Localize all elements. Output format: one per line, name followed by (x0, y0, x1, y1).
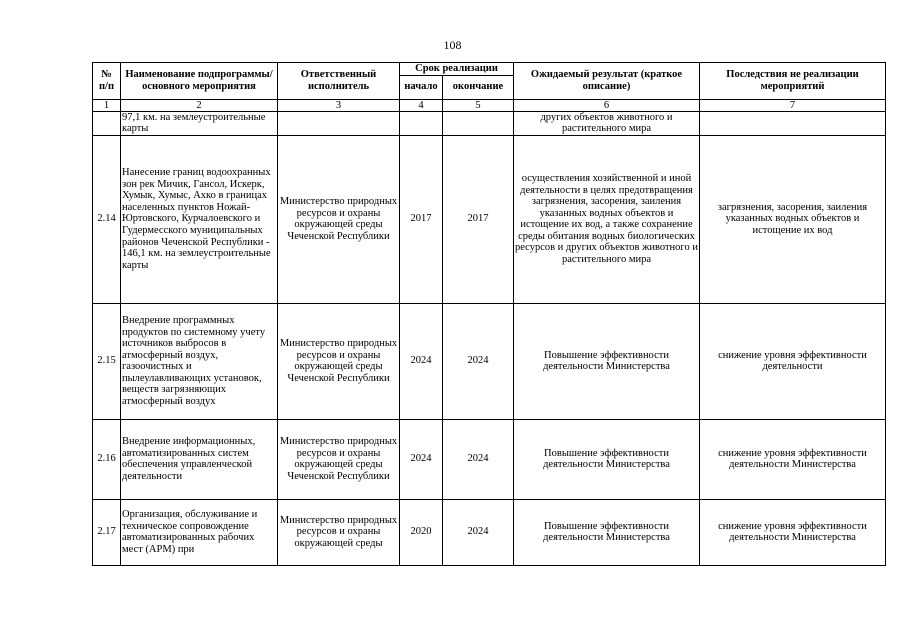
row-result: осуществления хозяйственной и иной деятельности в целях предотвращения загрязнения, засорения, заиления указанных водных объектов и истощение их вод, а также сохранение среды обитания водных биологических ресурсов и других объектов животного и растительного мира (514, 135, 700, 303)
row-name: Внедрение информационных, автоматизированных систем обеспечения управленческой деятельности (121, 419, 278, 499)
table-row (93, 111, 886, 135)
page-number: 108 (443, 38, 462, 52)
column-number: 7 (700, 99, 886, 111)
row-consequences: снижение уровня эффективности деятельности Министерства (700, 499, 886, 565)
row-start: 2024 (400, 303, 443, 419)
row-result: Повышение эффективности деятельности Министерства (514, 419, 700, 499)
row-result: Повышение эффективности деятельности Министерства (514, 499, 700, 565)
row-start (400, 111, 443, 135)
row-end (443, 111, 514, 135)
column-number: 6 (514, 99, 700, 111)
row-executor: Министерство природных ресурсов и охраны окружающей среды Чеченской Республики (278, 135, 400, 303)
table-row (93, 419, 886, 499)
column-number: 4 (400, 99, 443, 111)
row-executor: Министерство природных ресурсов и охраны окружающей среды (278, 499, 400, 565)
header-period: Срок реализации (400, 63, 514, 76)
row-result: других объектов животного и растительного мира (514, 111, 700, 135)
header-start: начало (400, 75, 443, 99)
header-name: Наименование подпрограммы/ основного мероприятия (121, 63, 278, 100)
table-row (93, 135, 886, 303)
column-number: 1 (93, 99, 121, 111)
row-number (93, 111, 121, 135)
row-name: 97,1 км. на землеустроительные карты (121, 111, 278, 135)
row-number: 2.16 (93, 419, 121, 499)
column-number: 5 (443, 99, 514, 111)
table-row (93, 499, 886, 565)
row-consequences: снижение уровня эффективности деятельности (700, 303, 886, 419)
row-executor (278, 111, 400, 135)
header-consequences: Последствия не реализации мероприятий (700, 63, 886, 100)
row-name: Внедрение программных продуктов по системному учету источников выбросов в атмосферный воздух, газоочистных и пылеулавливающих установок, веществ загрязняющих атмосферный воздух (121, 303, 278, 419)
row-number: 2.15 (93, 303, 121, 419)
column-number: 3 (278, 99, 400, 111)
header-num: № п/п (93, 63, 121, 100)
table-row (93, 303, 886, 419)
row-executor: Министерство природных ресурсов и охраны окружающей среды Чеченской Республики (278, 303, 400, 419)
column-number-row (93, 99, 886, 111)
row-start: 2024 (400, 419, 443, 499)
column-number: 2 (121, 99, 278, 111)
row-consequences (700, 111, 886, 135)
row-name: Нанесение границ водоохранных зон рек Мичик, Гансол, Искерк, Хумык, Хумыс, Ахко в границах населенных пунктов Ножай-Юртовского, Курчалоевского и Гудермесского муниципальных районов Чеченской Республики - 146,1 км. на землеустроительные карты (121, 135, 278, 303)
row-end: 2024 (443, 303, 514, 419)
row-end: 2024 (443, 419, 514, 499)
measures-table (92, 62, 886, 566)
header-executor: Ответственный исполнитель (278, 63, 400, 100)
row-end: 2017 (443, 135, 514, 303)
row-start: 2017 (400, 135, 443, 303)
row-number: 2.14 (93, 135, 121, 303)
row-executor: Министерство природных ресурсов и охраны окружающей среды Чеченской Республики (278, 419, 400, 499)
row-number: 2.17 (93, 499, 121, 565)
row-result: Повышение эффективности деятельности Министерства (514, 303, 700, 419)
row-consequences: загрязнения, засорения, заиления указанных водных объектов и истощение их вод (700, 135, 886, 303)
header-result: Ожидаемый результат (краткое описание) (514, 63, 700, 100)
row-consequences: снижение уровня эффективности деятельности Министерства (700, 419, 886, 499)
row-end: 2024 (443, 499, 514, 565)
header-end: окончание (443, 75, 514, 99)
row-name: Организация, обслуживание и техническое сопровождение автоматизированных рабочих мест (АРМ) при (121, 499, 278, 565)
row-start: 2020 (400, 499, 443, 565)
